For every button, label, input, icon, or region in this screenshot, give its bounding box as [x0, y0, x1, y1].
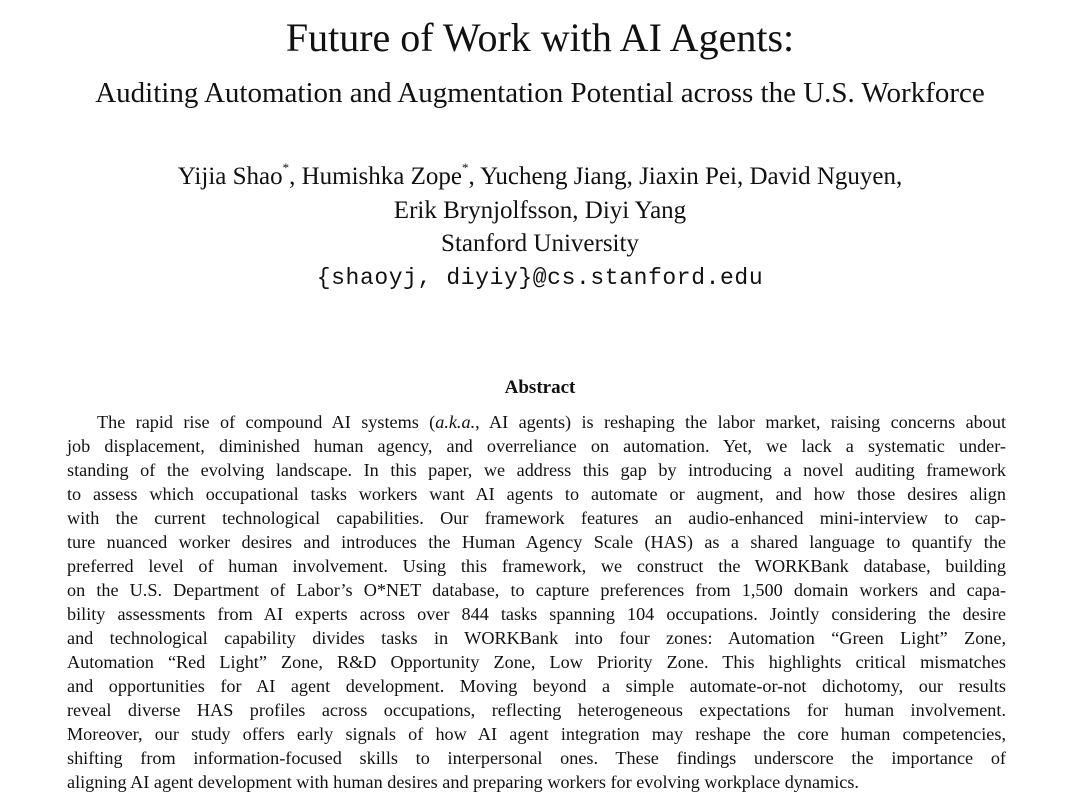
abstract-line — [67, 770, 1006, 794]
abstract-text: job displacement, diminished human agency, and overreliance on automation. Yet, we lack a systematic under- — [67, 436, 1006, 456]
abstract-text: standing of the evolving landscape. In this paper, we address this gap by introducing a novel auditing framework — [67, 460, 1006, 480]
abstract-line — [67, 482, 1006, 506]
abstract-line — [67, 554, 1006, 578]
abstract-text: and opportunities for AI agent development. Moving beyond a simple automate-or-not dichotomy, our results — [67, 676, 1006, 696]
authors-line-1 — [0, 160, 1080, 194]
author-name: David Nguyen — [749, 163, 896, 190]
author-list — [0, 160, 1080, 228]
abstract-text: aligning AI agent development with human desires and preparing workers for evolving workplace dynamics. — [67, 772, 859, 792]
author-name: Humishka Zope — [301, 163, 462, 190]
abstract-text: ture nuanced worker desires and introduces the Human Agency Scale (HAS) as a shared language to quantify the — [67, 532, 1006, 552]
paper-title: Future of Work with AI Agents: — [285, 15, 795, 60]
author-separator: , — [737, 163, 750, 190]
abstract-heading: Abstract — [504, 377, 576, 398]
abstract-text: on the U.S. Department of Labor’s O*NET database, to capture preferences from 1,500 domain workers and capa- — [67, 580, 1006, 600]
abstract-text: to assess which occupational tasks workers want AI agents to automate or augment, and how those desires align — [67, 484, 1006, 504]
equal-contribution-mark: * — [282, 160, 290, 175]
author-name: Yijia Shao — [177, 163, 283, 190]
abstract-line — [67, 578, 1006, 602]
abstract-body — [67, 410, 1006, 794]
abstract-text: and technological capability divides tasks in WORKBank into four zones: Automation “Green Light” Zone, — [67, 628, 1006, 648]
abstract-text: preferred level of human involvement. Using this framework, we construct the WORKBank database, building — [67, 556, 1006, 576]
abstract-line — [67, 410, 1006, 434]
abstract-text: bility assessments from AI experts across over 844 tasks spanning 104 occupations. Jointly considering the desire — [67, 604, 1006, 624]
abstract-line — [67, 530, 1006, 554]
affiliation: Stanford University — [441, 230, 639, 257]
contact-email: {shaoyj, diyiy}@cs.stanford.edu — [316, 265, 764, 291]
abstract-line — [67, 506, 1006, 530]
abstract-line — [67, 698, 1006, 722]
paper-subtitle: Auditing Automation and Augmentation Potential across the U.S. Workforce — [95, 77, 985, 109]
author-separator: , — [468, 163, 481, 190]
abstract-line — [67, 626, 1006, 650]
abstract-text: reveal diverse HAS profiles across occupations, reflecting heterogeneous expectations for human involvement. — [67, 700, 1006, 720]
abstract-text: with the current technological capabilities. Our framework features an audio-enhanced mini-interview to cap- — [67, 508, 1006, 528]
abstract-line — [67, 602, 1006, 626]
equal-contribution-mark: * — [462, 160, 469, 175]
author-separator: , — [626, 163, 640, 190]
abstract-text: shifting from information-focused skills to interpersonal ones. These findings underscore the importance of — [67, 748, 1006, 768]
abstract-line — [67, 650, 1006, 674]
abstract-italic-term: a.k.a. — [435, 412, 476, 432]
abstract-line — [67, 746, 1006, 770]
abstract-text: , AI agents) is reshaping the labor market, raising concerns about — [475, 412, 1007, 432]
abstract-line — [67, 434, 1006, 458]
author-separator: , — [289, 163, 302, 190]
abstract-text: The rapid rise of compound AI systems ( — [97, 412, 436, 432]
author-separator: , — [896, 163, 903, 190]
abstract-text: Automation “Red Light” Zone, R&D Opportunity Zone, Low Priority Zone. This highlights critical mismatches — [67, 652, 1006, 672]
abstract-text: Moreover, our study offers early signals of how AI agent integration may reshape the core human competencies, — [67, 724, 1006, 744]
author-name: Yucheng Jiang — [480, 163, 627, 190]
author-name: Jiaxin Pei — [639, 163, 737, 190]
abstract-line — [67, 674, 1006, 698]
abstract-line — [67, 458, 1006, 482]
authors-line-2: Erik Brynjolfsson, Diyi Yang — [393, 197, 687, 224]
abstract-line — [67, 722, 1006, 746]
